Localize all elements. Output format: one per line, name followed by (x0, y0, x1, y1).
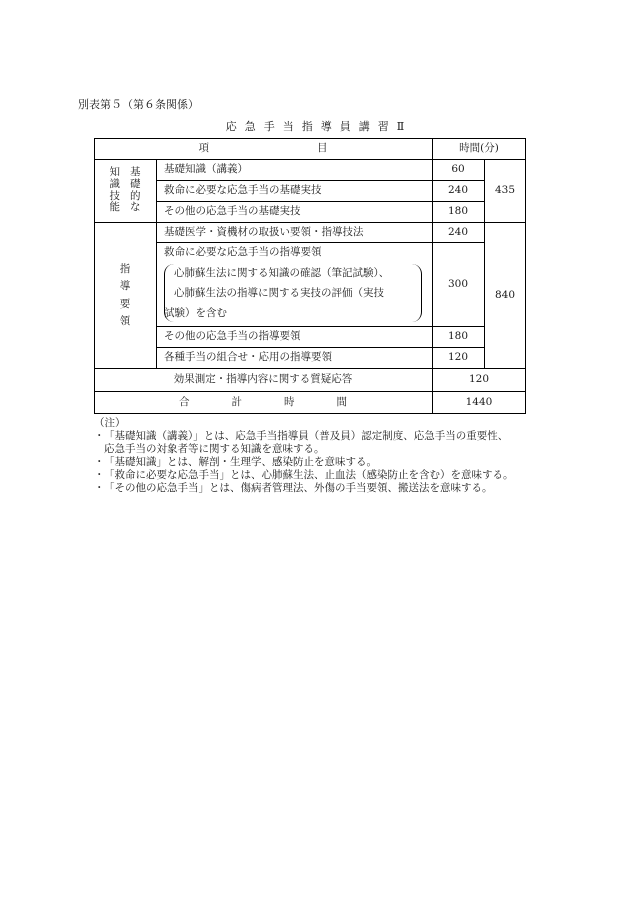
notes-section (94, 417, 514, 495)
table-caption: 別表第５（第６条関係） (78, 98, 199, 111)
bullet-icon: ・ (94, 469, 105, 481)
table-row-minutes: 240 (447, 225, 469, 238)
table-row-name: その他の応急手当の指導要領 (164, 330, 301, 343)
group2-label-char: 導 (119, 280, 131, 292)
note-item (94, 456, 514, 469)
note-line: 試験）を含む (164, 307, 227, 319)
table-row-minutes: 180 (447, 330, 469, 343)
title-numeral: Ⅱ (396, 120, 405, 133)
note-text: 「その他の応急手当」とは、傷病者管理法、外傷の手当要領、搬送法を意味する。 (104, 482, 493, 494)
note-line: 心肺蘇生法に関する知識の確認（筆記試験）、 (174, 267, 390, 279)
table-row-minutes: 300 (447, 277, 469, 290)
table-row-minutes: 60 (451, 163, 465, 176)
group-subtotal: 435 (494, 184, 516, 197)
table-row-name: 救命に必要な応急手当の指導要領 (164, 245, 322, 258)
table-row-name: 救命に必要な応急手当の基礎実技 (164, 184, 322, 197)
effect-row-name: 効果測定・指導内容に関する質疑応答 (173, 373, 353, 386)
note-item (94, 469, 514, 482)
header-time: 時間(分) (459, 142, 499, 155)
title-main: 応急手当指導員講習 (225, 120, 397, 133)
note-text: 応急手当の対象者等に関する知識を意味する。 (104, 443, 325, 455)
total-label-char: 間 (336, 395, 347, 408)
header-item-right: 目 (317, 142, 328, 155)
group1-label-char: 的 (130, 189, 141, 202)
table-row-name: 各種手当の組合せ・応用の指導要領 (164, 351, 332, 364)
table-row-minutes: 180 (447, 205, 469, 218)
total-row-minutes: 1440 (465, 395, 493, 408)
group1-label-char: な (130, 201, 141, 214)
document-title (0, 118, 630, 134)
note-line: 心肺蘇生法の指導に関する実技の評価（実技 (174, 287, 384, 299)
header-item-left: 項 (198, 142, 209, 155)
group-label-basic-skills (94, 159, 156, 222)
note-text: 「基礎知識（講義）」とは、応急手当指導員（普及員）認定制度、応急手当の重要性、 (104, 430, 509, 442)
total-label-char: 時 (284, 395, 295, 408)
total-row-label (94, 391, 432, 413)
note-text: 「基礎知識」とは、解剖・生理学、感染防止を意味する。 (104, 456, 377, 468)
group1-label-char: 能 (109, 201, 120, 214)
table-row-name: 基礎知識（講義） (164, 163, 248, 176)
table-row-name: その他の応急手当の基礎実技 (164, 205, 301, 218)
note-text: 「救命に必要な応急手当」とは、心肺蘇生法、止血法（感染防止を含む）を意味する。 (104, 469, 514, 481)
bullet-icon: ・ (94, 456, 105, 468)
group-label-instruction (94, 222, 156, 368)
group1-label-char: 知 (109, 166, 120, 179)
bullet-icon: ・ (94, 482, 105, 494)
header-item (94, 138, 432, 159)
note-item (94, 430, 514, 456)
effect-row-minutes: 120 (468, 373, 490, 386)
total-label-char: 計 (231, 395, 242, 408)
group-subtotal: 840 (494, 288, 516, 301)
group1-label-char: 礎 (130, 177, 141, 190)
note-item (94, 482, 514, 495)
group1-label-char: 技 (109, 189, 120, 202)
group2-label-char: 領 (119, 315, 131, 327)
table-row-minutes: 240 (447, 184, 469, 197)
table-row-name: 基礎医学・資機材の取扱い要領・指導技法 (164, 225, 364, 238)
group2-label-char: 指 (119, 262, 131, 275)
curriculum-table (94, 138, 526, 414)
notes-heading: （注） (94, 417, 126, 429)
group1-label-char: 識 (109, 177, 120, 190)
bullet-icon: ・ (94, 430, 105, 442)
group2-label-char: 要 (119, 297, 131, 310)
group1-label-char: 基 (130, 166, 141, 179)
total-label-char: 合 (179, 395, 190, 408)
table-row-minutes: 120 (447, 351, 469, 364)
